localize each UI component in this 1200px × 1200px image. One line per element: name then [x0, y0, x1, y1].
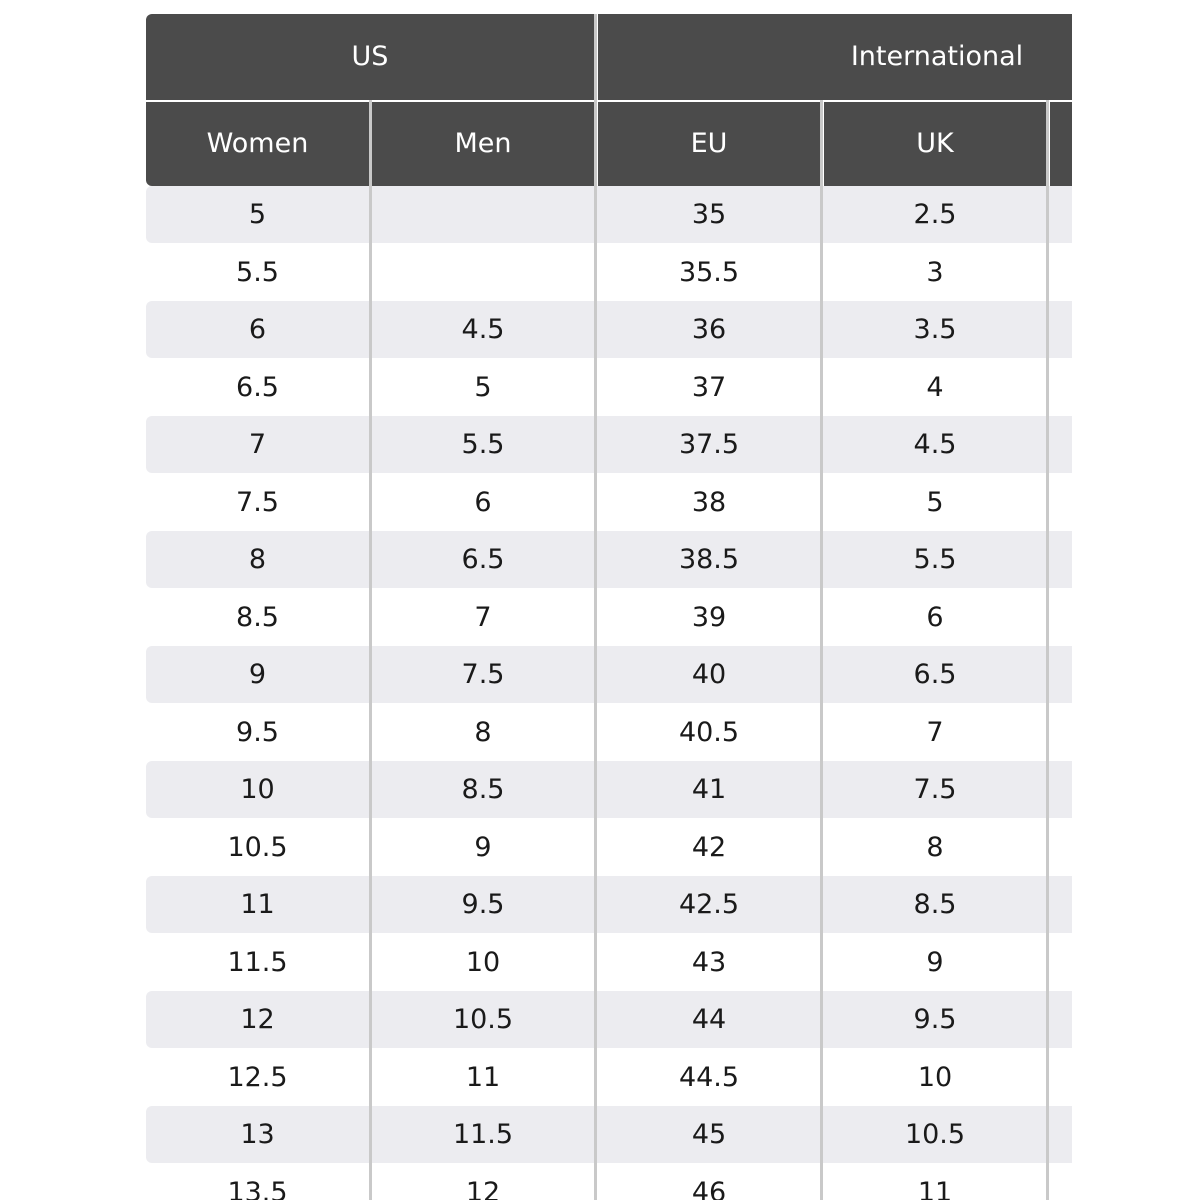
- cell-women: 6.5: [236, 371, 279, 403]
- table-row: [146, 474, 1072, 531]
- table-row: [146, 1049, 1072, 1106]
- cell-uk: 7: [926, 716, 944, 748]
- column-header-row: [146, 102, 1072, 186]
- cell-men: 7: [474, 601, 492, 633]
- cell-eu: 39: [691, 601, 727, 633]
- cell-uk: 11: [917, 1176, 953, 1200]
- cell-eu: 40.5: [678, 716, 740, 748]
- cell-women: 8.5: [236, 601, 279, 633]
- cell-eu: 43: [691, 946, 727, 978]
- cell-uk: 10.5: [904, 1119, 966, 1150]
- cell-women: 11: [240, 889, 275, 920]
- cell-eu: 36: [691, 314, 727, 345]
- cell-men: 8.5: [461, 774, 505, 805]
- cell-men: 10: [465, 946, 501, 978]
- column-header-uk: UK: [824, 102, 1046, 186]
- cell-uk: 7.5: [913, 774, 957, 805]
- cell-eu: 46: [691, 1176, 727, 1200]
- group-header-row: [146, 14, 1072, 100]
- cell-women: 6: [248, 314, 267, 345]
- cell-men: 7.5: [461, 659, 505, 690]
- cell-women: 7.5: [236, 486, 279, 518]
- table-row: [146, 359, 1072, 416]
- table-row: [146, 991, 1072, 1048]
- divider-women-men: [369, 100, 372, 1200]
- cell-women: 7: [248, 429, 267, 460]
- table-row: [146, 646, 1072, 703]
- cell-uk: 2.5: [913, 199, 957, 230]
- cell-women: 10: [240, 774, 275, 805]
- cell-women: 12: [240, 1004, 275, 1035]
- cell-women: 5.5: [236, 256, 279, 288]
- column-header-offscreen: [1050, 102, 1072, 186]
- table-row: [146, 531, 1072, 588]
- column-header-men: Men: [372, 102, 594, 186]
- cell-eu: 44.5: [678, 1061, 740, 1093]
- cell-eu: 42: [691, 831, 727, 863]
- cell-eu: 37.5: [678, 429, 740, 460]
- cell-eu: 35.5: [678, 256, 740, 288]
- cell-uk: 9: [926, 946, 944, 978]
- table-row: [146, 1164, 1072, 1200]
- cell-women: 9: [248, 659, 267, 690]
- cell-eu: 38.5: [678, 544, 740, 575]
- cell-uk: 6.5: [913, 659, 957, 690]
- cell-men: 4.5: [461, 314, 505, 345]
- cell-men: 6: [474, 486, 492, 518]
- cell-women: 8: [248, 544, 267, 575]
- cell-eu: 37: [691, 371, 727, 403]
- table-row: [146, 934, 1072, 991]
- group-header-us: US: [146, 14, 594, 100]
- cell-eu: 41: [691, 774, 727, 805]
- cell-eu: 35: [691, 199, 727, 230]
- divider-uk-next: [1046, 100, 1049, 1200]
- cell-women: 10.5: [227, 831, 288, 863]
- table-viewport: [146, 14, 1072, 1200]
- cell-men: [372, 244, 594, 301]
- cell-eu: 38: [691, 486, 727, 518]
- cell-men: 11: [465, 1061, 501, 1093]
- cell-women: 12.5: [227, 1061, 288, 1093]
- cell-women: 9.5: [236, 716, 279, 748]
- cell-men: 10.5: [452, 1004, 514, 1035]
- cell-men: 8: [474, 716, 492, 748]
- cell-uk: 9.5: [913, 1004, 957, 1035]
- cell-uk: 8.5: [913, 889, 957, 920]
- cell-men: 9.5: [461, 889, 505, 920]
- cell-uk: 4.5: [913, 429, 957, 460]
- cell-eu: 45: [691, 1119, 727, 1150]
- column-header-eu: EU: [598, 102, 820, 186]
- table-row: [146, 416, 1072, 473]
- cell-uk: 3: [926, 256, 944, 288]
- cell-women: 5: [248, 199, 267, 230]
- divider-eu-uk: [820, 100, 823, 1200]
- cell-men: 9: [474, 831, 492, 863]
- table-row: [146, 186, 1072, 243]
- table-row: [146, 589, 1072, 646]
- cell-eu: 42.5: [678, 889, 740, 920]
- cell-eu: 44: [691, 1004, 727, 1035]
- cell-uk: 4: [926, 371, 944, 403]
- divider-us-international: [594, 14, 597, 1200]
- cell-men: 5.5: [461, 429, 505, 460]
- cell-uk: 5: [926, 486, 944, 518]
- column-header-women: Women: [146, 102, 369, 186]
- cell-women: 13: [240, 1119, 275, 1150]
- cell-men: 6.5: [461, 544, 505, 575]
- table-row: [146, 704, 1072, 761]
- cell-men: 12: [465, 1176, 501, 1200]
- cell-uk: 8: [926, 831, 944, 863]
- table-row: [146, 876, 1072, 933]
- cell-men: 11.5: [452, 1119, 514, 1150]
- table-row: [146, 819, 1072, 876]
- table-row: [146, 1106, 1072, 1163]
- cell-men: 5: [474, 371, 492, 403]
- cell-uk: 10: [917, 1061, 953, 1093]
- cell-eu: 40: [691, 659, 727, 690]
- cell-uk: 6: [926, 601, 944, 633]
- cell-men: [372, 186, 594, 243]
- group-header-international: International: [598, 14, 1072, 100]
- table-row: [146, 244, 1072, 301]
- cell-uk: 5.5: [913, 544, 957, 575]
- cell-women: 13.5: [227, 1176, 288, 1200]
- cell-women: 11.5: [227, 946, 288, 978]
- table-row: [146, 301, 1072, 358]
- table-row: [146, 761, 1072, 818]
- cell-uk: 3.5: [913, 314, 957, 345]
